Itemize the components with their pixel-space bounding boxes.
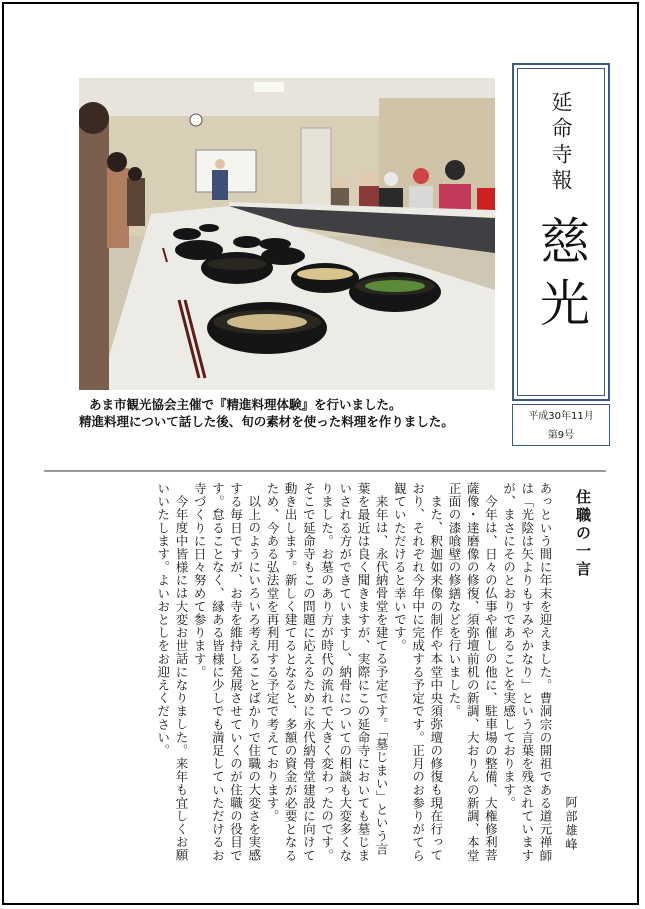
issue-info xyxy=(512,404,610,446)
article-paragraph: あっという間に年末を迎えました。曹洞宗の開祖である道元禅師は「光陰は矢よりもすみやかなり」という言葉を残されていますが、まさにそのとおりであることを実感しております。 xyxy=(501,482,553,862)
masthead-box xyxy=(512,63,610,401)
photo-caption-line-2: 精進料理について話した後、旬の素材を使った料理を作りました。 xyxy=(79,414,454,429)
newsletter-page xyxy=(2,2,639,905)
article-author: 阿部雄峰 xyxy=(564,796,578,852)
photo-caption xyxy=(79,396,509,430)
article-body xyxy=(76,482,554,862)
article-heading: 住職の一言 xyxy=(574,489,592,579)
issue-number: 第9号 xyxy=(547,430,575,441)
photo-caption-line-1: あま市観光協会主催で『精進料理体験』を行いました。 xyxy=(89,397,402,412)
event-photo-illustration xyxy=(79,78,495,390)
issue-date: 平成30年11月 xyxy=(528,411,594,422)
article-paragraph: また、釈迦如来像の制作や本堂中央須弥壇の修復も現在行っており、それぞれ今年中に完成する予定です。正月のお参りがてら観ていただけると幸いです。 xyxy=(392,482,444,862)
section-divider xyxy=(44,470,606,472)
newsletter-title: 慈光 xyxy=(532,215,590,339)
article-paragraph: 今年度中皆様には大変お世話になりました。来年も宜しくお願いいたします。よいおとしをお迎えください。 xyxy=(155,482,189,862)
event-photo xyxy=(79,78,495,390)
article-paragraph: 以上のようにいろいろ考えることばかりで住職の大変さを実感する毎日ですが、お寺を維持し発展させていくのが住職の役目です。怠ることなく、縁ある皆様に少しでも満足していただけるお寺づくりに日々努めて参ります。 xyxy=(192,482,262,862)
article-paragraph: 来年は、永代納骨堂を建てる予定です。「墓じまい」という言葉を最近は良く聞きますが、実際にこの延命寺においても墓じまいされる方ができていますし、納骨についての相談も大変多くなりました。お墓のあり方が時代の流れで大きく変わったのです。そこで延命寺もこの問題に応えるために永代納骨堂建設に向けて動き出します。新しく建てるとなると、多額の資金が必要となるため、今ある弘法堂を再利用する予定で考えております。 xyxy=(264,482,390,862)
article-paragraph: 今年は、日々の仏事や催しの他に、駐車場の整備、大権修利菩薩像・達磨像の修復、須弥壇前机の新調、大おりんの新調、本堂正面の漆喰壁の修繕などを行いました。 xyxy=(446,482,499,862)
publisher-name: 延命寺報 xyxy=(549,91,573,195)
